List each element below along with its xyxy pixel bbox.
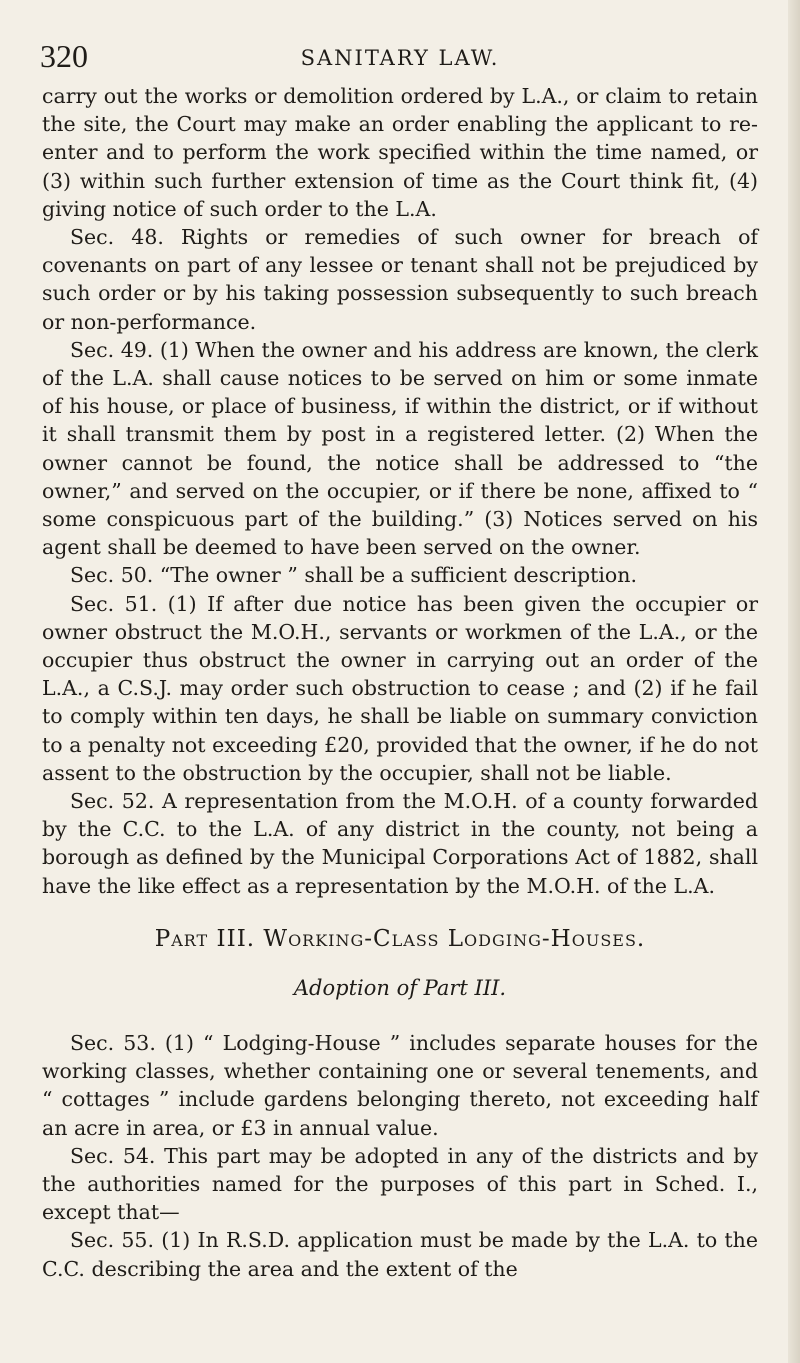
page-number: 320 [40,38,88,74]
body-text [42,82,758,900]
running-title: SANITARY LAW. [300,46,500,70]
body-text-continued [42,1029,758,1283]
paragraph: Sec. 53. (1) “ Lodging-House ” includes separate houses for the working classes, whether containing one or several tenements, and “ cottages ” include gardens belonging thereto, not exceeding half an acre in area, or £3 in annual value. [42,1031,758,1140]
section-subheading: Adoption of Part III. [293,976,507,1000]
paragraph: Sec. 49. (1) When the owner and his address are known, the clerk of the L.A. shall cause notices to be served on him or some inmate of his house, or place of business, if within the district, or if without it shall transmit them by post in a registered letter. (2) When the owner cannot be found, the notice shall be addressed to “the owner,” and served on the occupier, or if there be none, affixed to “ some conspicuous part of the building.” (3) Notices served on his agent shall be deemed to have been served on the owner. [42,337,758,560]
paragraph: carry out the works or demolition ordered by L.A., or claim to retain the site, the Court may make an order enabling the applicant to re-enter and to perform the work specified within the time named, or (3) within such further extension of time as the Court think fit, (4) giving notice of such order to the L.A. [42,84,758,221]
paragraph: Sec. 52. A representation from the M.O.H. of a county forwarded by the C.C. to the L.A. of any district in the county, not being a borough as defined by the Municipal Corporations Act of 1882, shall have the like effect as a representation by the M.O.H. of the L.A. [42,789,758,898]
paragraph: Sec. 48. Rights or remedies of such owner for breach of covenants on part of any lessee or tenant shall not be prejudiced by such order or by his taking possession subsequently to such breach or non-performance. [42,225,758,334]
paragraph: Sec. 55. (1) In R.S.D. application must be made by the L.A. to the C.C. describing the area and the extent of the [42,1228,758,1281]
paragraph: Sec. 54. This part may be adopted in any of the districts and by the authorities named for the purposes of this part in Sched. I., except that— [42,1143,758,1225]
page-header [40,38,760,74]
page-edge [788,0,800,1363]
part-heading: Part III. Working-Class Lodging-Houses. [154,926,646,952]
paragraph: Sec. 51. (1) If after due notice has been given the occupier or owner obstruct the M.O.H., servants or workmen of the L.A., or the occupier thus obstruct the owner in carrying out an order of the L.A., a C.S.J. may order such obstruction to cease ; and (2) if he fail to comply within ten days, he shall be liable on summary conviction to a penalty not exceeding £20, provided that the owner, if he do not assent to the obstruction by the occupier, shall not be liable. [42,591,758,785]
paragraph: Sec. 50. “The owner ” shall be a sufficient description. [70,563,637,588]
